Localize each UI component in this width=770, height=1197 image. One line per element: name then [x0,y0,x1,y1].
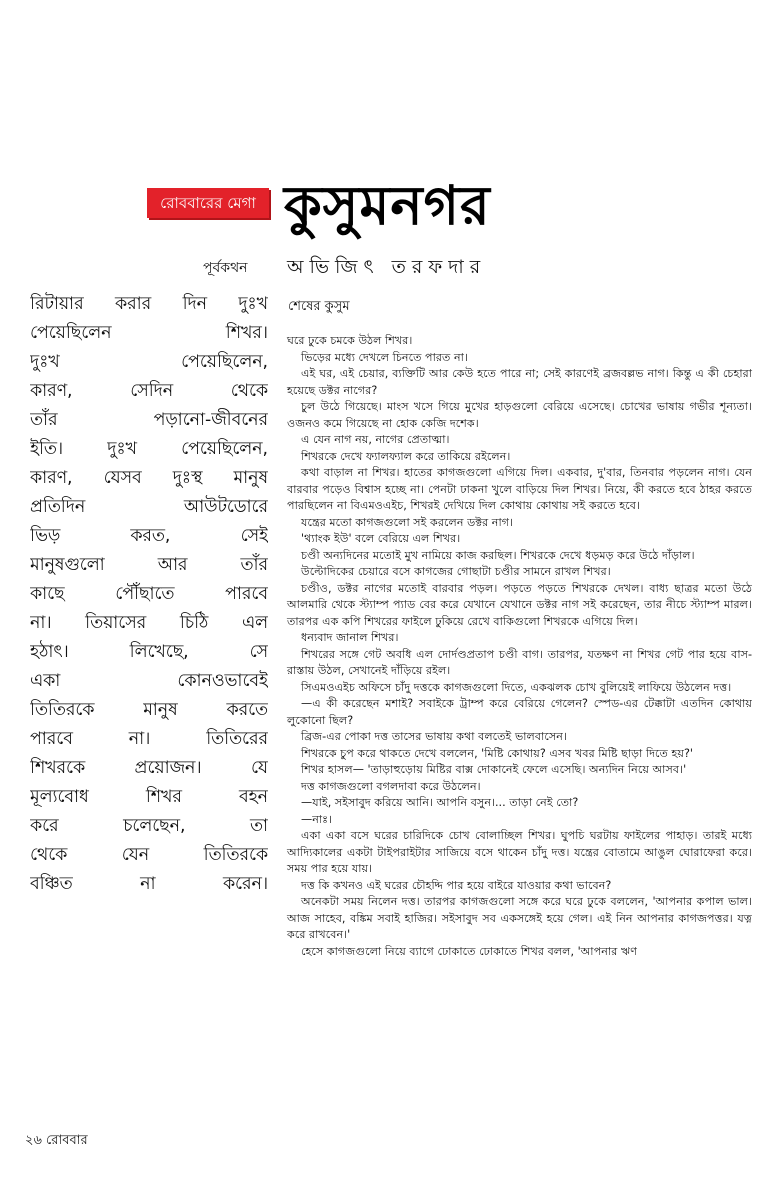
article-paragraph: এই ঘর, এই চেয়ার, ব্যক্তিটি আর কেউ হতে পারে না; সেই কারণেই ব্রজবল্লভ নাগ। কিন্তু এ কী চেহারা হয়েছে ডক্টর নাগের? [287,367,752,397]
author-name: অভিজিৎ তরফদার [287,256,487,278]
page-number: ২৬ রোববার [25,1133,88,1148]
pull-quote-line: মানুষগুলো আর তাঁর [30,555,268,575]
article-paragraph: দত্ত কাগজগুলো বগলদাবা করে উঠলেন। [301,779,481,793]
article-paragraph: একা একা বসে ঘরের চারিদিকে চোখ বোলাচ্ছিল শিখর। ঘুপচি ঘরটায় ফাইলের পাহাড়। তারই মধ্যে আদ্যিকালের একটা টাইপরাইটার সাজিয়ে বসে থাকেন চাঁদু দত্ত। যন্ত্রের বোতামে আঙুল ঘোরাফেরা করে। সময় পার হয়ে যায়। [287,829,752,875]
article-paragraph: —নাঃ। [301,812,333,826]
pull-quote-line: বঞ্চিত না করেন। [30,874,268,894]
article-body [287,333,752,960]
pull-quote-line: একা কোনওভাবেই [30,671,268,691]
article-paragraph: শিখরকে দেখে ফ্যালফ্যাল করে তাকিয়ে রইলেন। [301,449,511,463]
pull-quote-line: দুঃখ পেয়েছিলেন, [30,352,268,372]
pull-quote-line: ভিড় করত, সেই [30,526,268,546]
story-title: কুসুমনগর [284,174,491,237]
article-paragraph: শিখরকে চুপ করে থাকতে দেখে বললেন, 'মিষ্টি কোথায়? এসব খবর মিষ্টি ছাড়া দিতে হয়?' [301,746,693,760]
pull-quote-line: প্রতিদিন আউটডোরে [30,497,268,517]
article-paragraph: যন্ত্রের মতো কাগজগুলো সই করলেন ডক্টর নাগ। [301,515,514,529]
pull-quote-line: থেকে যেন তিতিরকে [30,845,268,865]
article-paragraph: দত্ত কি কখনও এই ঘরের চৌহদ্দি পার হয়ে বাইরে যাওয়ার কথা ভাবেন? [301,878,612,892]
pull-quote-line: তাঁর পড়ানো-জীবনের [30,410,268,430]
article-paragraph: ধন্যবাদ জানাল শিখর। [301,631,399,644]
pull-quote-line: পারবে না। তিতিরের [30,729,268,749]
article-paragraph: শিখরের সঙ্গে গেট অবধি এল দোর্দণ্ডপ্রতাপ চণ্ডী বাগ। তারপর, যতক্ষণ না শিখর গেট পার হয়ে বাস-রাস্তায় উঠল, সেখানেই দাঁড়িয়ে রইল। [287,647,752,677]
pull-quote-line: কারণ, সেদিন থেকে [30,381,268,401]
pull-quote-line: তিতিরকে মানুষ করতে [30,700,268,720]
article-paragraph: সিএমওএইচ অফিসে চাঁদু দত্তকে কাগজগুলো দিতে, একঝলক চোখ বুলিয়েই লাফিয়ে উঠলেন দত্ত। [301,680,732,694]
article-paragraph: উল্টোদিকের চেয়ারে বসে কাগজের গোছাটা চণ্ডীর সামনে রাখল শিখর। [301,565,611,578]
pull-quote-line: পেয়েছিলেন শিখর। [30,323,268,343]
article-paragraph: কথা বাড়াল না শিখর। হাতের কাগজগুলো এগিয়ে দিল। একবার, দু'বার, তিনবার পড়লেন নাগ। যেন বারবার পড়েও বিশ্বাস হচ্ছে না। পেনটা ঢাকনা খুলে বাড়িয়ে দিল শিখর। নিয়ে, কী করতে হবে ঠাহর করতে পারছিলেন না বিএমওএইচ, শিখরই দেখিয়ে দিল কোথায় কোথায় সই করতে হবে। [287,466,752,512]
pull-quote-line: হঠাৎ। লিখেছে, সে [30,642,268,662]
article-paragraph: এ যেন নাগ নয়, নাগের প্রেতাত্মা। [301,433,450,446]
article-paragraph: —এ কী করেছেন মশাই? সবাইকে ট্রাম্প করে বেরিয়ে গেলেন? স্পেড-এর টেক্কাটা এতদিন কোথায় লুকোনো ছিল? [287,697,752,727]
article-paragraph: অনেকটা সময় নিলেন দত্ত। তারপর কাগজগুলো সঙ্গে করে ঘরে ঢুকে বললেন, 'আপনার কপাল ভাল। আজ সাহেব, বঙ্কিম সবাই হাজির। সইসাবুদ সব একসঙ্গেই হয়ে গেল। এই নিন আপনার কাগজপত্তর। যত্ন করে রাখবেন।' [287,895,752,941]
article-paragraph: ব্রিজ-এর পোকা দত্ত তাসের ভাষায় কথা বলতেই ভালবাসেন। [301,730,567,743]
article-paragraph: —যাই, সইসাবুদ করিয়ে আনি। আপনি বসুন।... তাড়া নেই তো? [301,796,579,809]
pull-quote-line: শিখরকে প্রয়োজন। যে [30,758,268,778]
pull-quote-line: কাছে পৌঁছাতে পারবে [30,584,268,604]
pull-quote-line: না। তিয়াসের চিঠি এল [30,613,268,633]
article-paragraph: শিখর হাসল— 'তাড়াহুড়োয় মিষ্টির বাক্স দোকানেই ফেলে এসেছি। অন্যদিন নিয়ে আসব।' [301,763,687,776]
article-paragraph: হেসে কাগজগুলো নিয়ে ব্যাগে ঢোকাতে ঢোকাতে শিখর বলল, 'আপনার ঋণ [301,944,637,958]
article-paragraph: ঘরে ঢুকে চমকে উঠল শিখর। [287,334,413,347]
pull-quote-line: করে চলেছেন, তা [30,816,268,836]
article-paragraph: 'থ্যাংক ইউ' বলে বেরিয়ে এল শিখর। [301,532,461,545]
article-paragraph: ভিড়ের মধ্যে দেখলে চিনতে পারত না। [301,350,468,364]
article-paragraph: চণ্ডীও, ডক্টর নাগের মতোই বারবার পড়ল। পড়তে পড়তে শিখরকে দেখল। বাধ্য ছাত্রর মতো উঠে আলমারি থেকে স্ট্যাম্প প্যাড বের করে যেখানে যেখানে ডক্টর নাগ সই করেছেন, তার নীচে স্ট্যাম্প মারল। তারপর এক কপি শিখরের ফাইলে ঢুকিয়ে রেখে বাকিগুলো শিখরকে এগিয়ে দিল। [287,581,752,628]
section-tag: রোববারের মেগা [147,188,269,218]
pull-quote-line: মূল্যবোধ শিখর বহন [30,787,268,807]
pull-quote-line: ইতি। দুঃখ পেয়েছিলেন, [30,439,268,459]
pull-quote-line: রিটায়ার করার দিন দুঃখ [30,294,268,314]
preface-label: পূর্বকথন [203,260,248,276]
section-title: শেষের কুসুম [288,299,350,314]
article-paragraph: চুল উঠে গিয়েছে। মাংস খসে গিয়ে মুখের হাড়গুলো বেরিয়ে এসেছে। চোখের ভাষায় গভীর শূন্যতা। ওজনও কমে গিয়েছে না হোক কেজি দশেক। [287,400,752,430]
article-paragraph: চণ্ডী অন্যদিনের মতোই মুখ নামিয়ে কাজ করছিল। শিখরকে দেখে ধড়মড় করে উঠে দাঁড়াল। [301,548,695,562]
pull-quote [30,290,268,899]
pull-quote-line: কারণ, যেসব দুঃস্থ মানুষ [30,468,268,488]
